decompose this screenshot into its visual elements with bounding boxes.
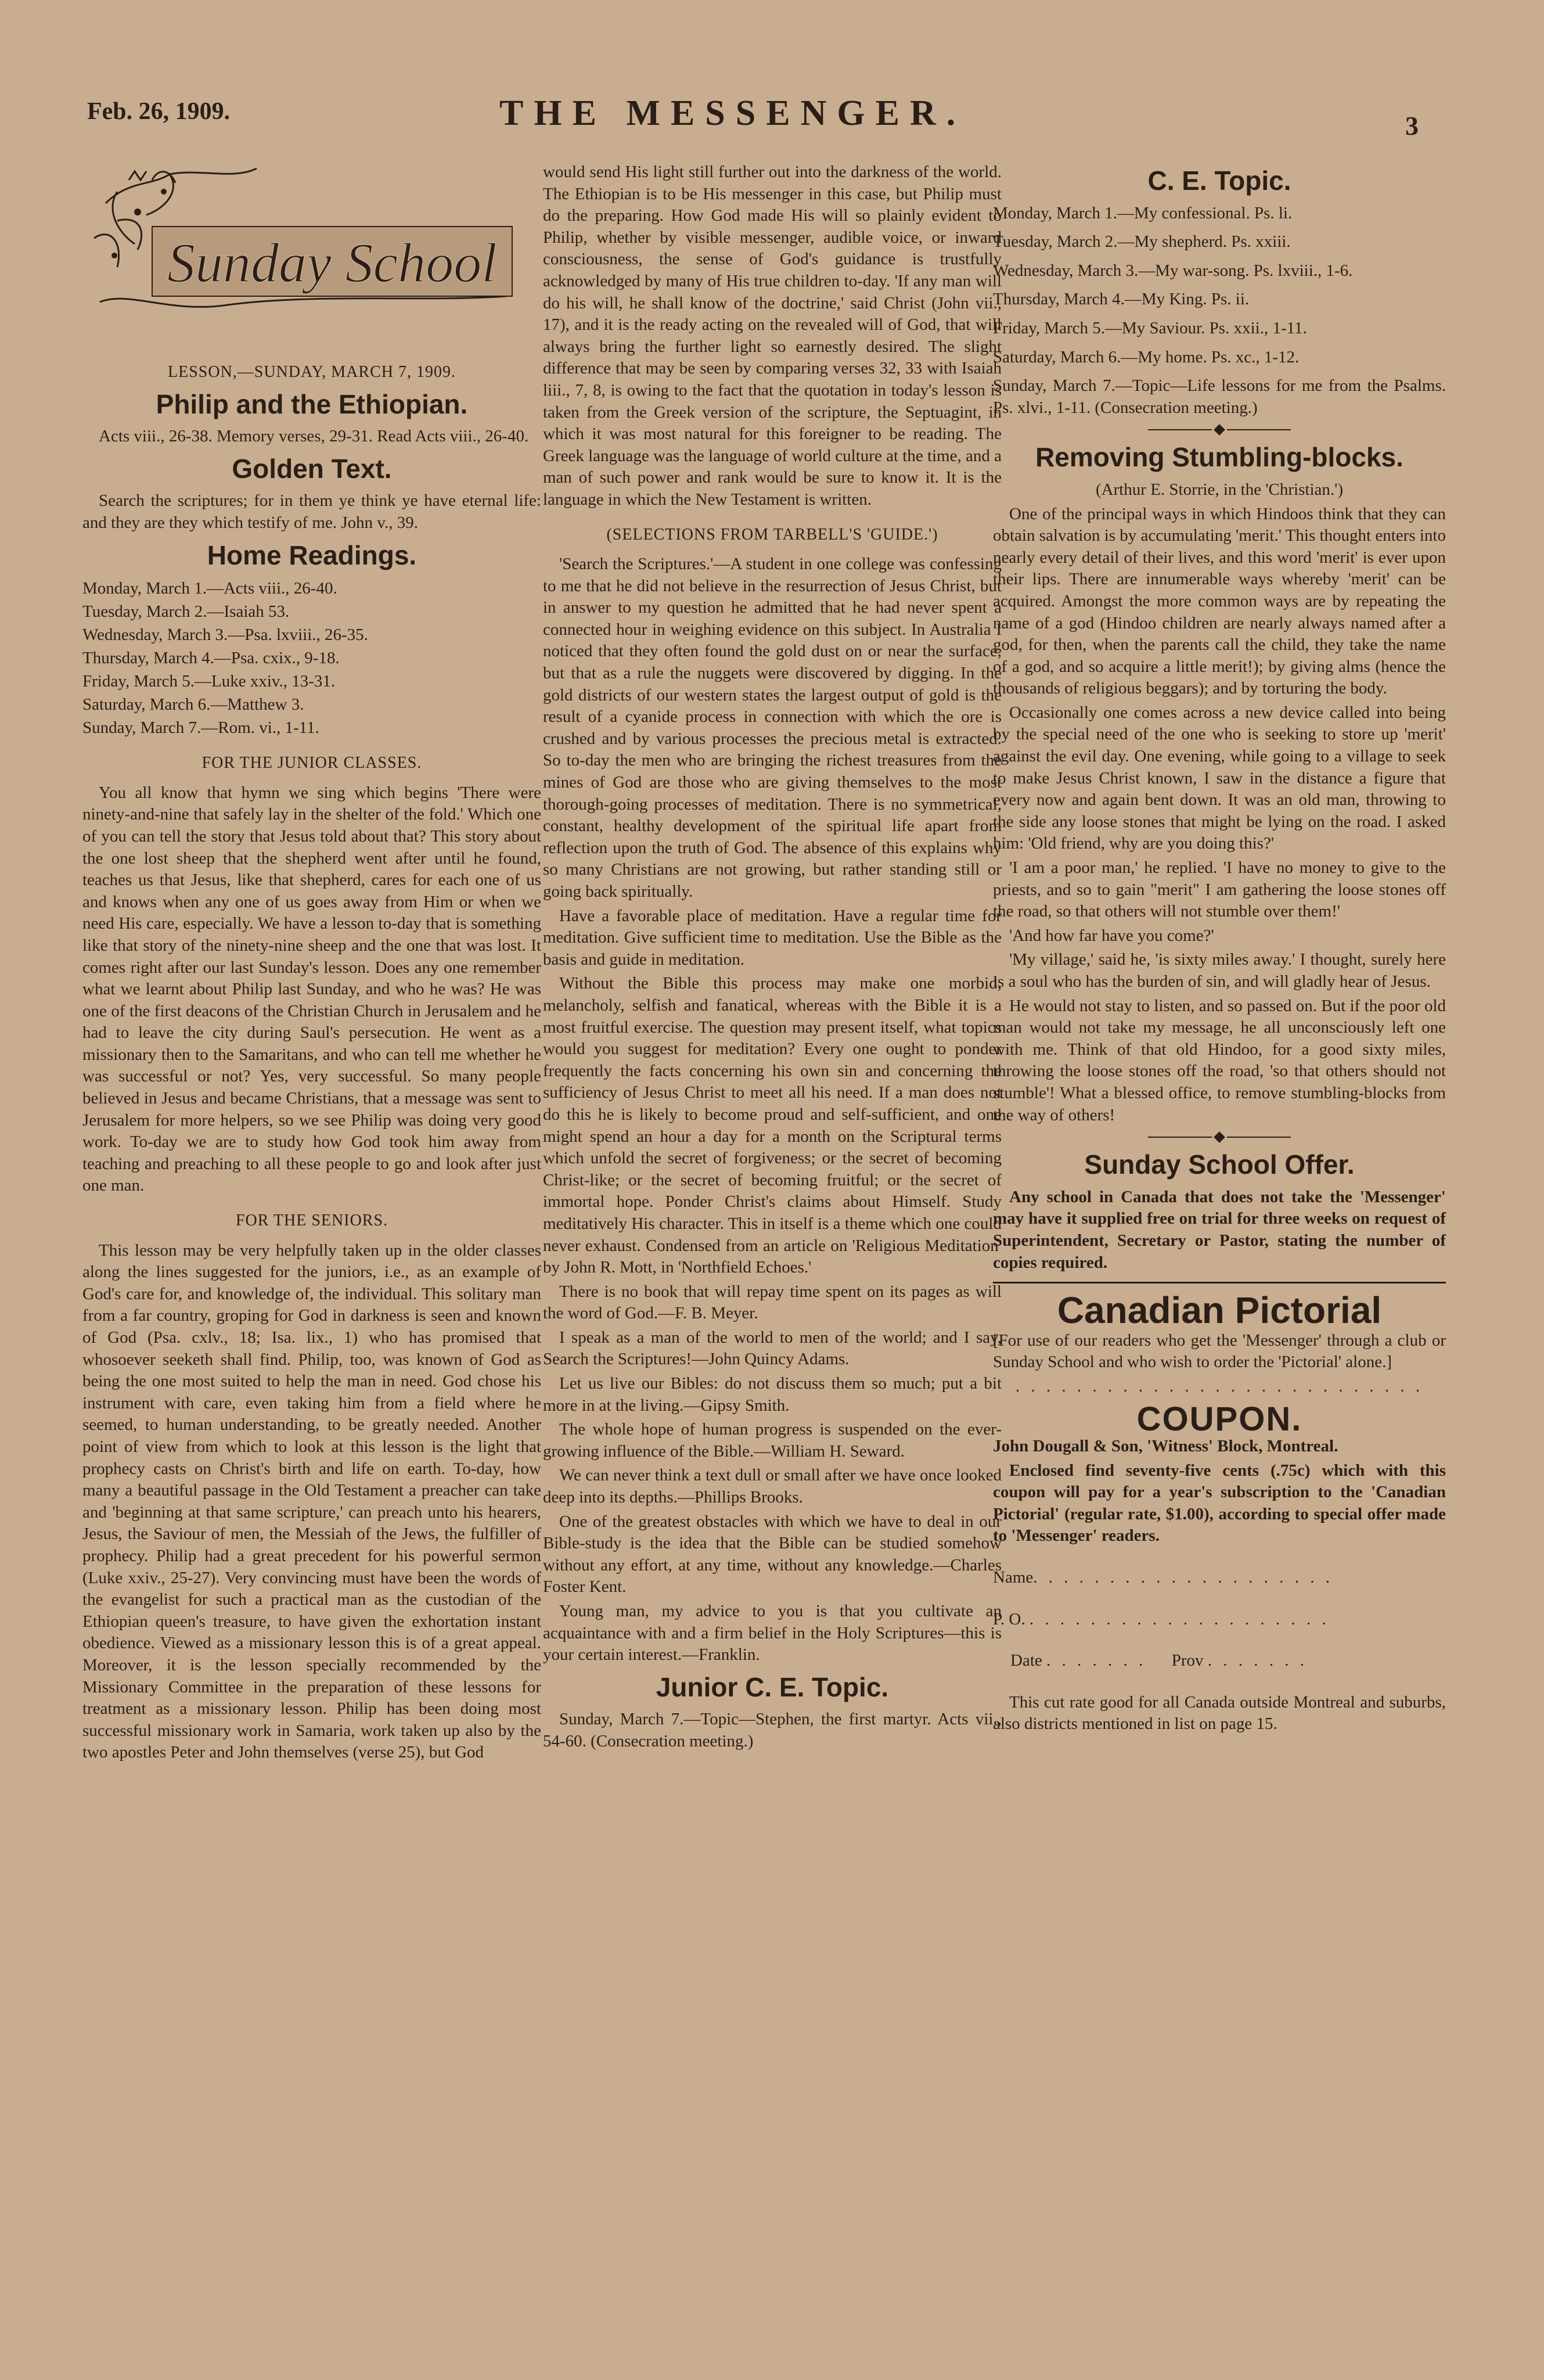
lesson-date-line: LESSON,—SUNDAY, MARCH 7, 1909. (168, 363, 456, 381)
masthead-title: THE MESSENGER. (499, 94, 966, 133)
page-number: 3 (1405, 111, 1419, 141)
pictorial-note: [For use of our readers who get the 'Messenger' through a club or Sunday School and who wish to order the 'Pictorial' alone.] (993, 1331, 1446, 1372)
selection-paragraph: Without the Bible this process may make one morbid, melancholy, selfish and fanatical, whereas with the Bible it is a most fruitful exercise. The question may present itself, what topics would you suggest for meditation? Every one ought to ponder frequently the facts concerning his own sin and concerning the sufficiency of Jesus Christ to meet all his need. If a man does not do this he is likely to become proud and self-sufficient, and one might spend an hour a day for a month on the Scriptural terms which unfold the secret of forgiveness; or the secret of becoming Christ-like; or the secret of becoming fruitful; or the secret of immortal hope. Ponder Christ's claims about Himself. Study meditatively His character. This in itself is a theme which one could never exhaust. Condensed from an article on 'Religious Meditation' by John R. Mott, in 'Northfield Echoes.' (543, 974, 1002, 1277)
home-readings-heading: Home Readings. (207, 540, 417, 570)
reading-item: Monday, March 1.—Acts viii., 26-40. (82, 579, 337, 598)
selection-paragraph: One of the greatest obstacles with which we have to deal in our Bible-study is the idea that the Bible can be studied somehow without any effort, at any time, without any knowledge.—Charles Foster Kent. (543, 1512, 1002, 1597)
reading-item: Thursday, March 4.—Psa. cxix., 9-18. (82, 649, 340, 668)
cut-rate-note: This cut rate good for all Canada outside Montreal and suburbs, also districts mentioned in list on page 15. (993, 1692, 1446, 1734)
lesson-refs: Acts viii., 26-38. Memory verses, 29-31. Read Acts viii., 26-40. (99, 427, 529, 446)
selection-paragraph: The whole hope of human progress is suspended on the ever-growing influence of the Bible.—William H. Seward. (543, 1420, 1002, 1461)
stumbling-blocks-byline: (Arthur E. Storrie, in the 'Christian.') (1095, 480, 1344, 499)
lesson-continued: would send His light still further out into the darkness of the world. The Ethiopian is to be His messenger in this case, but Philip must do the preparing. How God made His will so plainly evident to Philip, whether by visible messenger, audible voice, or inward consciousness, the sense of God's guidance is trustfully acknowledged by many of His true children to-day. 'If any man will do his will, he shall know of the doctrine,' said Christ (John vii., 17), and it is the ready acting on the revealed will of God, that will always bring the further light so earnestly desired. The slight difference that may be seen by comparing verses 32, 33 with Isaiah liii., 7, 8, is owing to the fact that the quotation in today's lesson is taken from the Greek version of the scripture, the Septuagint, in which it was most natural for this foreigner to be reading. The Greek language was the language of world culture at the time, and a man of such power and rank would be sure to know it. It is the language in which the New Testament is written. (543, 163, 1002, 509)
junior-classes-text: You all know that hymn we sing which begins 'There were ninety-and-nine that safely lay in the shelter of the fold.' Which one of you can tell the story that Jesus told about that? This story about the one lost sheep that the shepherd went after until he found, teaches us that Jesus, like that shepherd, cares for each one of us and knows when any one of us goes away from Him or when we need His care, especially. We have a lesson to-day that is something like that story of the ninety-nine sheep and the one that was lost. It comes right after our last Sunday's lesson. Does any one remember what we learnt about Philip last Sunday, and who he was? He was one of the first deacons of the Christian Church in Jerusalem and he had to leave the city during Saul's persecution. He went as a missionary then to the Samaritans, and who can tell me whether he was successful or not? Yes, very successful. So many people believed in Jesus and became Christians, that a message was sent to Jerusalem for more helpers, so we see Philip was doing very good work. To-day we are to study how God took him away from teaching and preaching to all these people to go and look after just one man. (82, 783, 541, 1195)
selections-heading: (SELECTIONS FROM TARBELL'S 'GUIDE.') (606, 525, 938, 544)
ce-item: Sunday, March 7.—Topic—Life lessons for me from the Psalms. Ps. xlvi., 1-11. (Consecration meeting.) (993, 376, 1446, 417)
selection-paragraph: We can never think a text dull or small after we have once looked deep into its depths.—Phillips Brooks. (543, 1466, 1002, 1507)
coupon-address: John Dougall & Son, 'Witness' Block, Montreal. (993, 1437, 1338, 1456)
ornament-divider (993, 426, 1446, 434)
column-2 (543, 161, 1002, 1755)
lesson-title: Philip and the Ethiopian. (156, 389, 468, 419)
stumbling-paragraph: 'And how far have you come?' (1009, 926, 1214, 945)
ce-topic-heading: C. E. Topic. (1147, 166, 1291, 196)
column-1 (82, 157, 541, 1766)
po-field[interactable]: P. O. . . . . . . . . . . . . . . . . . . . . (993, 1609, 1330, 1628)
canadian-pictorial-heading: Canadian Pictorial (1057, 1289, 1382, 1332)
selection-paragraph: Let us live our Bibles: do not discuss them so much; put a bit more in at the living.—Gipsy Smith. (543, 1374, 1002, 1415)
coupon-heading: COUPON. (1136, 1400, 1302, 1438)
coupon-text: Enclosed find seventy-five cents (.75c) which with this coupon will pay for a year's subscription to the 'Canadian Pictorial' (regular rate, $1.00), according to special offer made to 'Messenger' readers. (993, 1461, 1446, 1545)
seniors-text: This lesson may be very helpfully taken up in the older classes along the lines suggested for the juniors, i.e., as an example of God's care for, and knowledge of, the individual. This solitary man from a far country, groping for God in darkness is seen and known of God (Psa. cxlv., 18; Isa. lix., 1) who has promised that whosoever seeketh shall find. Philip, too, was known of God as being the one most suited to help the man in need. God chose his instrument with care, even taking him from a field where he seemed, to human understanding, to be greatly needed. Another point of view from which to look at this lesson is the light that prophecy casts on Christ's birth and life on earth. To-day, how many a beautiful passage in the Old Testament a preacher can take and 'beginning at that same scripture,' can preach unto his hearers, Jesus, the Saviour of men, the Messiah of the Jews, the fulfiller of prophecy. Philip had a great precedent for his powerful sermon (Luke xxiv., 25-27). Very convincing must have been the words of the evangelist for such a practical man as the custodian of the Ethiopian queen's treasure, to have given the exhortation instant obedience. Viewed as a missionary lesson this is of a great appeal. Moreover, it is the lesson specially recommended by the Missionary Committee in the preparation of these lessons for treatment as a missionary lesson. Philip has been doing most successful missionary work in Samaria, work taken up also by the two apostles Peter and John themselves (verse 25), but God (82, 1241, 541, 1762)
reading-item: Sunday, March 7.—Rom. vi., 1-11. (82, 718, 319, 738)
stumbling-paragraph: Occasionally one comes across a new device called into being by the special need of the one who is seeking to store up 'merit' against the evil day. One evening, while going to a village to seek to make Jesus Christ known, I saw in the distance a figure that every now and again bent down. It was an old man, throwing to the side any loose stones that might be lying on the road. I asked him: 'Old friend, why are you doing this?' (993, 703, 1446, 853)
svg-text:Sunday School: Sunday School (167, 232, 497, 294)
date-prov-field[interactable]: Date . . . . . . . Prov . . . . . . . (1010, 1651, 1308, 1670)
home-readings-list (82, 577, 541, 739)
junior-ce-heading: Junior C. E. Topic. (656, 1671, 889, 1702)
divider-rule (993, 1282, 1446, 1289)
sunday-school-offer-heading: Sunday School Offer. (1084, 1149, 1355, 1180)
header-date: Feb. 26, 1909. (87, 98, 231, 125)
selection-paragraph: 'Search the Scriptures.'—A student in one college was confessing to me that he did not believe in the resurrection of Jesus Christ, but in answer to my question he admitted that he had never spent a connected hour in weighing evidence on this subject. In Australia I noticed that they often found the gold dust on or near the surface, but that as a rule the nuggets were discovered by digging. In the gold districts of our western states the largest output of gold is the result of a cyanide process in connection with which the ore is crushed and by various processes the precious metal is extracted. So to-day the men who are bringing the richest treasures from the mines of God are those who are giving themselves to the most thorough-going processes of meditation. There is no symmetrical, constant, healthy development of the spiritual life apart from reflection upon the truth of God. The absence of this explains why so many Christians are not growing, but rather standing still or going back spiritually. (543, 555, 1002, 901)
ce-item: Thursday, March 4.—My King. Ps. ii. (993, 290, 1250, 309)
selection-paragraph: Have a favorable place of meditation. Have a regular time for meditation. Give sufficient time to meditation. Use the Bible as the basis and guide in meditation. (543, 906, 1002, 969)
golden-text-heading: Golden Text. (232, 453, 392, 484)
seniors-heading: FOR THE SENIORS. (235, 1211, 388, 1230)
stumbling-paragraph: 'My village,' said he, 'is sixty miles away.' I thought, surely here is a soul who has the burden of sin, and will gladly hear of Jesus. (993, 950, 1446, 991)
ce-item: Monday, March 1.—My confessional. Ps. li. (993, 203, 1293, 222)
ce-item: Wednesday, March 3.—My war-song. Ps. lxviii., 1-6. (993, 261, 1353, 280)
stumbling-paragraph: One of the principal ways in which Hindoos think that they can obtain salvation is by accumulating 'merit.' This thought enters into nearly every detail of their lives, and this word 'merit' is ever upon their lips. There are innumerable ways whereby 'merit' can be acquired. Amongst the more common ways are by repeating the name of a god (Hindoo children are nearly always named after a god, for then, when the parents call the child, they take the name of a god, and so acquire a little merit!); by giving alms (hence the thousands of religious beggars); and by torturing the body. (993, 504, 1446, 698)
reading-item: Tuesday, March 2.—Isaiah 53. (82, 602, 290, 621)
junior-classes-heading: FOR THE JUNIOR CLASSES. (201, 754, 422, 772)
ornament-divider (993, 1133, 1446, 1141)
name-field[interactable]: Name. . . . . . . . . . . . . . . . . . . . (993, 1568, 1333, 1587)
ce-item: Saturday, March 6.—My home. Ps. xc., 1-12. (993, 347, 1300, 366)
selection-paragraph: I speak as a man of the world to men of the world; and I say, Search the Scriptures!—John Quincy Adams. (543, 1328, 1002, 1369)
reading-item: Wednesday, March 3.—Psa. lxviii., 26-35. (82, 625, 368, 645)
selection-paragraph: There is no book that will repay time spent on its pages as will the word of God.—F. B. Meyer. (543, 1282, 1002, 1323)
reading-item: Saturday, March 6.—Matthew 3. (82, 695, 304, 714)
sunday-school-offer-text: Any school in Canada that does not take the 'Messenger' may have it supplied free on trial for three weeks on request of Superintendent, Secretary or Pastor, stating the number of copies required. (993, 1187, 1446, 1272)
ce-item: Tuesday, March 2.—My shepherd. Ps. xxiii. (993, 232, 1291, 251)
reading-item: Friday, March 5.—Luke xxiv., 13-31. (82, 672, 336, 691)
stumbling-paragraph: 'I am a poor man,' he replied. 'I have no money to give to the priests, and so to gain "merit" I am gathering the loose stones off the road, so that others will not stumble over them!' (993, 858, 1446, 921)
column-3 (993, 160, 1446, 1738)
selection-paragraph: Young man, my advice to you is that you cultivate an acquaintance with and a firm belief in the Holy Scriptures—this is your certain interest.—Franklin. (543, 1602, 1002, 1664)
dotted-separator: . . . . . . . . . . . . . . . . . . . . . . . . . . . (1015, 1376, 1424, 1396)
ce-item: Friday, March 5.—My Saviour. Ps. xxii., 1-11. (993, 318, 1307, 337)
stumbling-paragraph: He would not stay to listen, and so passed on. But if the poor old man would not take my message, he all unconsciously left one with me. Think of that old Hindoo, for a good sixty miles, throwing the loose stones off the road, 'so that others should not stumble'! What a blessed office, to remove stumbling-blocks from the way of others! (993, 996, 1446, 1124)
sunday-school-logo (82, 157, 524, 348)
junior-ce-text: Sunday, March 7.—Topic—Stephen, the first martyr. Acts vii., 54-60. (Consecration meeting.) (543, 1710, 1002, 1750)
golden-text: Search the scriptures; for in them ye think ye have eternal life: and they are they which testify of me. John v., 39. (82, 491, 541, 532)
stumbling-blocks-heading: Removing Stumbling-blocks. (1035, 442, 1403, 473)
